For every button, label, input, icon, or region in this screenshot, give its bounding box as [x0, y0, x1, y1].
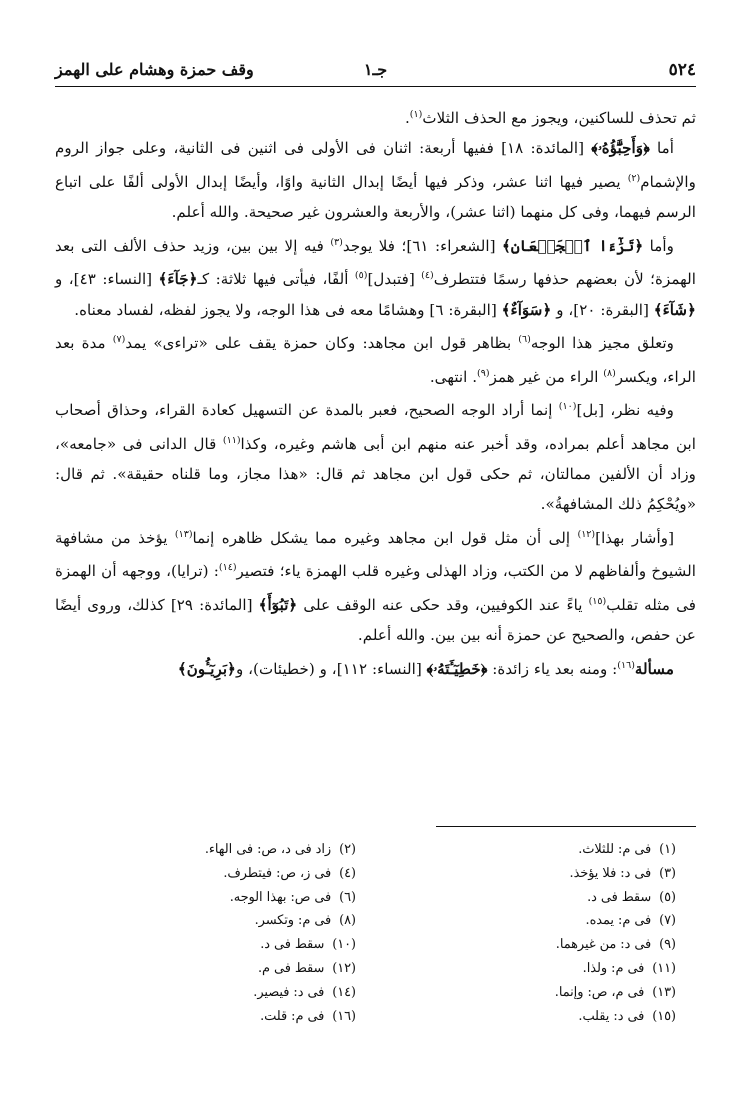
footnote-ref: (٣) — [330, 236, 343, 248]
paragraph-5: وفيه نظر، [بل]$^{(١٠)}$ إنما أراد الوجه الصحيح، فعبر بالمدة عن التسهيل كعادة القراء، وحذاق أصحاب ابن مجاهد أعلم بمراده، وقد أخبر عنه منهم ابن أبى هاشم وغيره، وكذا$^{(١١)}$ قال الدانى فى «جامعه»، وزاد أن الألفين ممالتان، ثم حكى قول ابن مجاهد ثم قال: «هذا مجاز، وما قلناه حقيقة». ثم قال: «ويُحْكِمُ ذلك المشافهةُ». — [55, 401, 696, 514]
page-number: ٥٢٤ — [668, 60, 696, 80]
footnote-ref: (٥) — [354, 270, 368, 282]
quran-quote: ﴿تَبُوٓأَ﴾ — [258, 595, 298, 614]
quran-quote: ﴿خَطِيٓـَٔتَهُۥ﴾ — [426, 659, 488, 678]
issue-heading: مسألة — [634, 659, 674, 678]
header-rule — [55, 86, 696, 87]
footnote: (٤)فى ز، ص: فيتطرف. — [223, 865, 356, 881]
footnote-ref: (١٦) — [617, 659, 635, 671]
paragraph-4: وتعلق مجيز هذا الوجه$^{(٦)}$ بظاهر قول ابن مجاهد: وكان حمزة يقف على «تراءى» يمد$^{(٧)}$ مدة بعد الراء، ويكسر$^{(٨)}$ الراء من غير همز$^{(٩)}$. انتهى. — [55, 334, 696, 386]
quran-quote: ﴿جَآءَ﴾ — [158, 270, 198, 289]
footnotes-column-left — [66, 838, 356, 1028]
footnote-ref: (٨) — [603, 367, 616, 379]
footnote-ref: (٦) — [518, 334, 531, 346]
main-text — [55, 100, 696, 684]
footnote-ref: (١٠) — [558, 401, 577, 413]
running-title: وقف حمزة وهشام على الهمز — [55, 60, 254, 79]
footnote-ref: (١٤) — [218, 562, 237, 574]
footnote-ref: (١٢) — [577, 528, 596, 540]
paragraph-6: [وأشار بهذا]$^{(١٢)}$ إلى أن مثل قول ابن مجاهد وغيره مما يشكل ظاهره إنما$^{(١٣)}$ يؤخذ من مشافهة الشيوخ وألفاظهم لا من الكتب، وزاد الهذلى وغيره قلب الهمزة ياء؛ فتصير$^{(١٤)}$: (ترايا)، ووجهه أن الهمزة فى مثله تقلب$^{(١٥)}$ ياءً عند الكوفيين، وقد حكى عنه الوقف على ﴿تَبُوٓأَ﴾ [المائدة: ٢٩] كذلك، وروى أيضًا عن حفص، والصحيح عن حمزة أنه بين بين. والله أعلم. — [55, 528, 696, 645]
footnote: (١٥)فى د: يقلب. — [578, 1008, 676, 1024]
footnote: (٣)فى د: فلا يؤخذ. — [569, 865, 676, 881]
paragraph-1: ثم تحذف للساكنين، ويجوز مع الحذف الثلاث$^{(١)}$. — [404, 109, 696, 128]
footnote-ref: (٤) — [421, 270, 434, 282]
footnote-ref: (٢) — [627, 172, 641, 184]
footnotes — [55, 838, 696, 1038]
footnote: (١)فى م: للثلاث. — [578, 842, 676, 857]
footnote: (٦)فى ص: بهذا الوجه. — [229, 889, 356, 905]
footnote: (٥)سقط فى د. — [587, 889, 676, 905]
footnote: (١٣)فى م، ص: وإنما. — [554, 984, 676, 1000]
footnote-ref: (٧) — [112, 334, 126, 346]
footnote-ref: (١٥) — [588, 595, 607, 607]
footnote: (٧)فى م: يمده. — [585, 913, 676, 929]
footnote-ref: (١٣) — [174, 528, 193, 540]
footnote: (١٢)سقط فى م. — [257, 960, 356, 976]
page-header — [55, 52, 696, 86]
footnote: (١٦)فى م: قلت. — [260, 1008, 356, 1024]
paragraph-7: مسألة$^{(١٦)}$: ومنه بعد ياء زائدة: ﴿خَطِيٓـَٔتَهُۥ﴾ [النساء: ١١٢]، و (خطيئات)، و﴿بَرِيٓـُٔونَ﴾ — [177, 659, 674, 678]
footnote: (١١)فى م: ولذا. — [582, 960, 676, 976]
footnote-ref: (١) — [409, 109, 423, 120]
footnote-ref: (١١) — [222, 434, 241, 446]
quran-quote: ﴿تَرَٰٓءَا ٱلۡجَمۡعَانِ﴾ — [501, 236, 644, 255]
quran-quote: ﴿سَوَآءٌ﴾ — [501, 300, 552, 319]
quran-quote: ﴿بَرِيٓـُٔونَ﴾ — [177, 659, 236, 678]
footnote: (٢)زاد فى د، ص: فى الهاء. — [204, 842, 356, 857]
volume-label: جـ١ — [363, 60, 388, 79]
footnote-ref: (٩) — [477, 367, 490, 379]
quran-quote: ﴿وَأَحِبَّٰٓؤُهُۥ﴾ — [591, 139, 650, 158]
paragraph-2: أما ﴿وَأَحِبَّٰٓؤُهُۥ﴾ [المائدة: ١٨] ففيها أربعة: اثنان فى الأولى فى اثنين فى الثانية، وعلى جواز الروم والإشمام$^{(٢)}$ يصير فيها اثنا عشر، وذكر فيها أيضًا إبدال الثانية واوًا، وأيضًا إبدال الأولى ألفًا على اتباع الرسم فيهما، وفى كل منهما (اثنا عشر)، والأربعة والعشرون غير صحيحة. والله أعلم. — [55, 139, 696, 222]
footnote: (١٠)سقط فى د. — [260, 937, 356, 953]
footnote: (٨)فى م: وتكسر. — [254, 913, 356, 929]
quran-quote: ﴿شَآءَ﴾ — [653, 300, 696, 319]
paragraph-3: وأما ﴿تَرَٰٓءَا ٱلۡجَمۡعَانِ﴾ [الشعراء: ٦١]؛ فلا يوجد$^{(٣)}$ فيه إلا بين بين، وزيد حذف الألف التى بعد الهمزة؛ لأن بعضهم حذفها رسمًا فتتطرف$^{(٤)}$ [فتبدل]$^{(٥)}$ ألفًا، فيأتى فيها ثلاثة: كـ﴿جَآءَ﴾ [النساء: ٤٣]، و ﴿شَآءَ﴾ [البقرة: ٢٠]، و ﴿سَوَآءٌ﴾ [البقرة: ٦] وهشامًا معه فى هذا الوجه، ولا يجوز لفظه، لفساد معناه. — [55, 236, 696, 319]
footnote: (٩)فى د: من غيرهما. — [555, 937, 676, 953]
footnote: (١٤)فى د: فيصير. — [253, 984, 356, 1000]
footnotes-column-right — [386, 838, 676, 1028]
footnote-rule — [436, 826, 696, 827]
